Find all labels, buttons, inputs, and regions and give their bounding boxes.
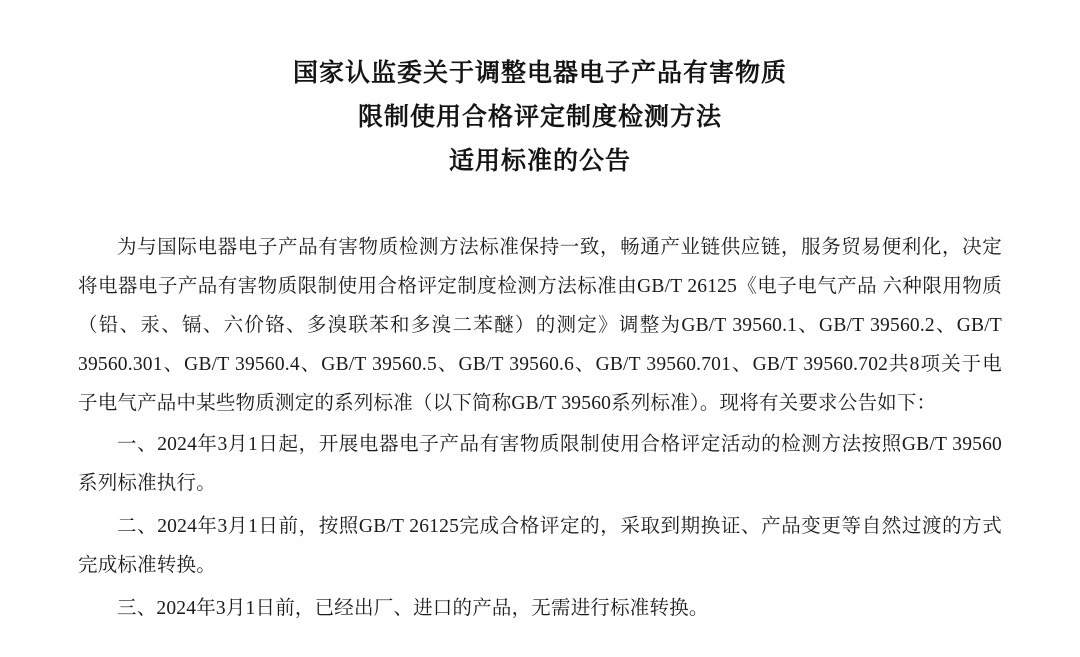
title-line-2: 限制使用合格评定制度检测方法: [357, 104, 722, 131]
page-title: [78, 44, 1002, 184]
title-line-1: 国家认监委关于调整电器电子产品有害物质: [292, 60, 787, 87]
paragraph-item-1: 一、2024年3月1日起，开展电器电子产品有害物质限制使用合格评定活动的检测方法按照GB/T 39560系列标准执行。: [78, 434, 1002, 494]
paragraph-item-2: 二、2024年3月1日前，按照GB/T 26125完成合格评定的，采取到期换证、产品变更等自然过渡的方式完成标准转换。: [78, 516, 1002, 576]
paragraph-item-3: 三、2024年3月1日前，已经出厂、进口的产品，无需进行标准转换。: [117, 598, 709, 619]
document-body: [78, 228, 1002, 628]
paragraph-intro: 为与国际电器电子产品有害物质检测方法标准保持一致，畅通产业链供应链，服务贸易便利化，决定将电器电子产品有害物质限制使用合格评定制度检测方法标准由GB/T 26125《电子电气产品 六种限用物质（铅、汞、镉、六价铬、多溴联苯和多溴二苯醚）的测定》调整为GB/T 39560.1、GB/T 39560.2、GB/T 39560.301、GB/T 39560.4、GB/T 39560.5、GB/T 39560.6、GB/T 39560.701、GB/T 39560.702共8项关于电子电气产品中某些物质测定的系列标准（以下简称GB/T 39560系列标准）。现将有关要求公告如下：: [78, 237, 1002, 414]
title-line-3: 适用标准的公告: [448, 148, 631, 175]
